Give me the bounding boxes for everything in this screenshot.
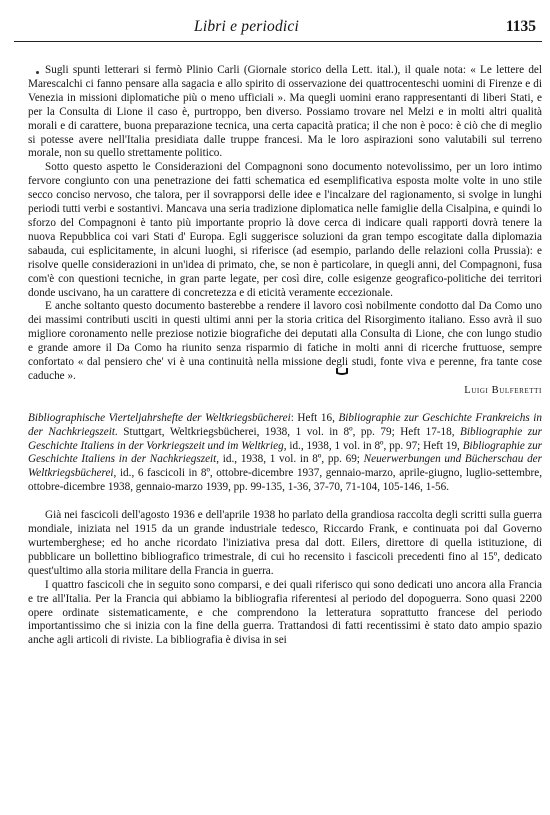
section-gap: [28, 398, 542, 412]
review2-bibliographic-entry: [28, 412, 542, 495]
review2-paragraph-1: Già nei fascicoli dell'agosto 1936 e dell'aprile 1938 ho parlato della grandiosa raccolta degli scritti sulla guerra mondiale, iniziata nel 1915 da un grande industriale tedesco, Riccardo Frank, e continuata poi dal Governo wurtemberghese; ed ho anche ricordato l'iniziativa presa dal dott. Eilers, direttore di quella istituzione, di pubblicare un bollettino bibliografico trimestrale, di cui ho recensito i fascicoli precedenti fino al 15º, dedicato quest'ultimo alla storia militare della Francia in guerra.: [28, 509, 542, 577]
running-title: Libri e periodici: [194, 18, 300, 35]
biblio-title: Bibliographie zur Geschichte Italiens in der Nachkriegszeit: [28, 439, 543, 466]
biblio-title: Bibliographische Vierteljahrshefte der Weltkriegsbücherei: [28, 411, 291, 424]
page-number: 1135: [505, 18, 536, 35]
biblio-text: , id., 1938, 1 vol. in 8º, pp. 97; Heft 19,: [283, 439, 463, 452]
biblio-text: , id., 1938, 1 vol. in 8º, pp. 69;: [216, 453, 364, 466]
biblio-text: . Stuttgart, Weltkriegsbücherei, 1938, 1 vol. in 8º, pp. 79; Heft 17-18,: [114, 425, 461, 438]
running-header: [14, 18, 542, 38]
review1-paragraph-2: Sotto questo aspetto le Considerazioni del Compagnoni sono documento notevolissimo, per un loro intimo fervore congiunto con una penetrazione dei fatti schematica ed esemplificativa esposta molte volte in uno stile secco conciso nervoso, che talora, per il sovrapporsi delle idee e l'incalzare del ragionamento, si svolge in lunghi periodi tutti verbi e sostantivi. Mancava una seria tradizione diplomatica nelle famiglie della Cisalpina, e quindi lo sforzo del Compagnoni è tanto più importante proprio là dove cerca di indicare quali rapporti dovrà tenere la nuova Repubblica coi vari Stati d' Europa. Egli suggerisce soluzioni da gran tempo escogitate dalla diplomazia sabauda, cui esplicitamente, in alcuni luoghi, si riferisce (ad esempio, parlando delle relazioni colla Prussia): e risolve quelle considerazioni in un'idea di primato, che, se non è particolare, in quegli anni, del Compagnoni, fusa com'è con questioni tecniche, in gran parte legate, per così dire, colle esigenze geografico-politiche dei territori donde uscivano, ha un carattere di concretezza e di eticità veramente eccezionale.: [28, 161, 542, 299]
review1-signature: Luigi Bulferetti: [464, 384, 542, 396]
review1-paragraph-1: Sugli spunti letterari si fermò Plinio Carli (Giornale storico della Lett. ital.), il quale nota: « Le lettere del Marescalchi ci fanno pensare alla sagacia e allo spirito di osservazione dei quattrocenteschi uomini di Firenze e di Venezia in missioni diplomatiche più o meno ufficiali ». Ma quegli uomini erano rappresentanti di liberi Stati, e per la Consulta di Lione il caso è, purtroppo, ben diverso. Possiamo trovare nel Melzi e in molti altri qualità morali e di carattere, buona preparazione tecnica, una certa capacità pratica; il che non è poco: è ciò che di meglio si potesse avere nell'Italia presidiata dalle truppe francesi. Ma le loro aspirazioni sono valutabili sul terreno morale, non su quello strettamente politico.: [28, 64, 542, 160]
biblio-text: : Heft 16,: [290, 411, 339, 424]
section-gap: [28, 495, 542, 509]
page-body: [28, 64, 542, 648]
biblio-title: Bibliographie zur Geschichte Italiens in der Vorkriegszeit und im Weltkrieg: [28, 425, 542, 452]
review2-paragraph-2: I quattro fascicoli che in seguito sono comparsi, e dei quali riferisco qui sono dedicati uno ancora alla Francia e tre all'Italia. Per la Francia qui abbiamo la bibliografia riferentesi al periodo del dopoguerra. Sono quasi 2200 opere ordinate sistematicamente, e che comprendono la letteratura soprattutto francese del periodo importantissimo che si inizia con la fine della guerra. Trattandosi di fatti recentissimi è stato dato ampio spazio anche agli articoli di riviste. La bibliografia è divisa in sei: [28, 578, 542, 647]
header-rule: [14, 41, 542, 42]
biblio-title: Bibliographie zur Geschichte Frankreichs in der Nachkriegszeit: [28, 411, 542, 438]
ink-mark: [336, 367, 348, 375]
review1-paragraph-3: E anche soltanto questo documento basterebbe a rendere il lavoro così nobilmente condotto dal Da Como uno dei massimi contributi usciti in questi ultimi anni per la storia critica del Risorgimento italiano. Esso avrà il suo migliore coronamento nelle preziose notizie biografiche dei deputati alla Consulta di Lione, che con lungo studio e grande amore il Da Como ha riunito senza risparmio di fatiche in molti anni di ricerche fruttuose, sempre confortato « dal pensiero che' vi è una continuità nella missione degli studi, fonte viva e perenne, fra tante cose caduche ».: [28, 300, 542, 382]
biblio-title: Neuerwerbungen und Bücherschau der Weltkriegsbücherei: [28, 453, 542, 480]
biblio-text: , id., 6 fascicoli in 8º, ottobre-dicembre 1937, gennaio-marzo, aprile-giugno, luglio-settembre, ottobre-dicembre 1938, gennaio-marzo 1939, pp. 99-135, 1-36, 37-70, 71-104, 105-146, 1-56.: [28, 467, 542, 494]
